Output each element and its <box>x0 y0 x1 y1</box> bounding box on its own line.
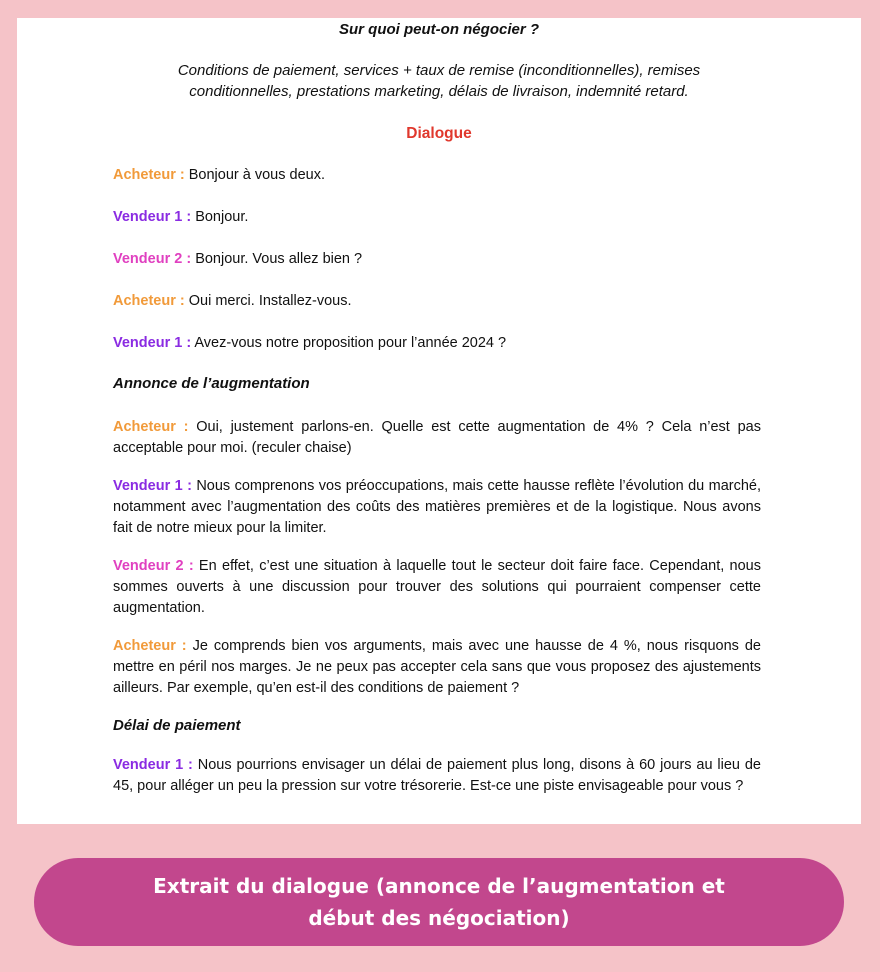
dialogue-line <box>113 755 761 797</box>
speaker-acheteur: Acheteur : <box>113 293 185 309</box>
line-text: Bonjour. Vous allez bien ? <box>191 251 363 267</box>
line-text: Avez-vous notre proposition pour l’année 2024 ? <box>191 335 507 351</box>
intro-text: Conditions de paiement, services + taux de remise (inconditionnelles), remises conditionnelles, prestations marketing, délais de livraison, indemnité retard. <box>177 62 701 100</box>
dialogue-line <box>113 207 761 228</box>
line-text: Oui merci. Installez-vous. <box>184 293 352 309</box>
dialogue-line <box>113 476 761 539</box>
line-text: Bonjour. <box>191 209 249 225</box>
section-heading-payment: Délai de paiement <box>113 717 241 734</box>
dialogue-line <box>113 333 761 354</box>
dialogue-line <box>113 291 761 312</box>
line-text: Je comprends bien vos arguments, mais avec une hausse de 4 %, nous risquons de mettre en péril nos marges. Je ne peux pas accepter cela sans que vous proposez des ajustements ailleurs. Par exemple, qu’en est-il des conditions de paiement ? <box>113 638 761 696</box>
dialogue-line <box>113 165 761 186</box>
line-text: En effet, c’est une situation à laquelle tout le secteur doit faire face. Cependant, nous sommes ouverts à une discussion pour trouver des solutions qui pourraient compenser cette augmentation. <box>113 558 761 616</box>
speaker-vendeur-1: Vendeur 1 : <box>113 335 192 351</box>
speaker-acheteur: Acheteur : <box>113 419 189 435</box>
speaker-vendeur-2: Vendeur 2 : <box>113 251 192 267</box>
line-text: Nous pourrions envisager un délai de paiement plus long, disons à 60 jours au lieu de 45, pour alléger un peu la pression sur votre trésorerie. Est-ce une piste envisageable pour vous ? <box>113 757 761 794</box>
speaker-acheteur: Acheteur : <box>113 638 187 654</box>
dialogue-line <box>113 636 761 699</box>
speaker-vendeur-2: Vendeur 2 : <box>113 558 194 574</box>
dialogue-line <box>113 249 761 270</box>
intro-paragraph <box>17 60 861 102</box>
caption-banner <box>34 858 844 946</box>
line-text: Nous comprenons vos préoccupations, mais cette hausse reflète l’évolution du marché, notamment avec l’augmentation des coûts des matières premières et de la logistique. Nous avons fait de notre mieux pour la limiter. <box>113 478 761 536</box>
document-page <box>17 18 861 824</box>
dialogue-line <box>113 556 761 619</box>
line-text: Oui, justement parlons-en. Quelle est cette augmentation de 4% ? Cela n’est pas acceptable pour moi. (reculer chaise) <box>113 419 761 456</box>
dialogue-title: Dialogue <box>406 125 472 142</box>
speaker-vendeur-1: Vendeur 1 : <box>113 757 193 773</box>
line-text: Bonjour à vous deux. <box>184 167 325 183</box>
speaker-vendeur-1: Vendeur 1 : <box>113 478 192 494</box>
speaker-acheteur: Acheteur : <box>113 167 185 183</box>
caption-text: Extrait du dialogue (annonce de l’augmentation et début des négociation) <box>153 874 725 930</box>
speaker-vendeur-1: Vendeur 1 : <box>113 209 192 225</box>
dialogue-line <box>113 417 761 459</box>
question-heading: Sur quoi peut-on négocier ? <box>339 21 539 38</box>
section-heading-announcement: Annonce de l’augmentation <box>113 375 310 392</box>
